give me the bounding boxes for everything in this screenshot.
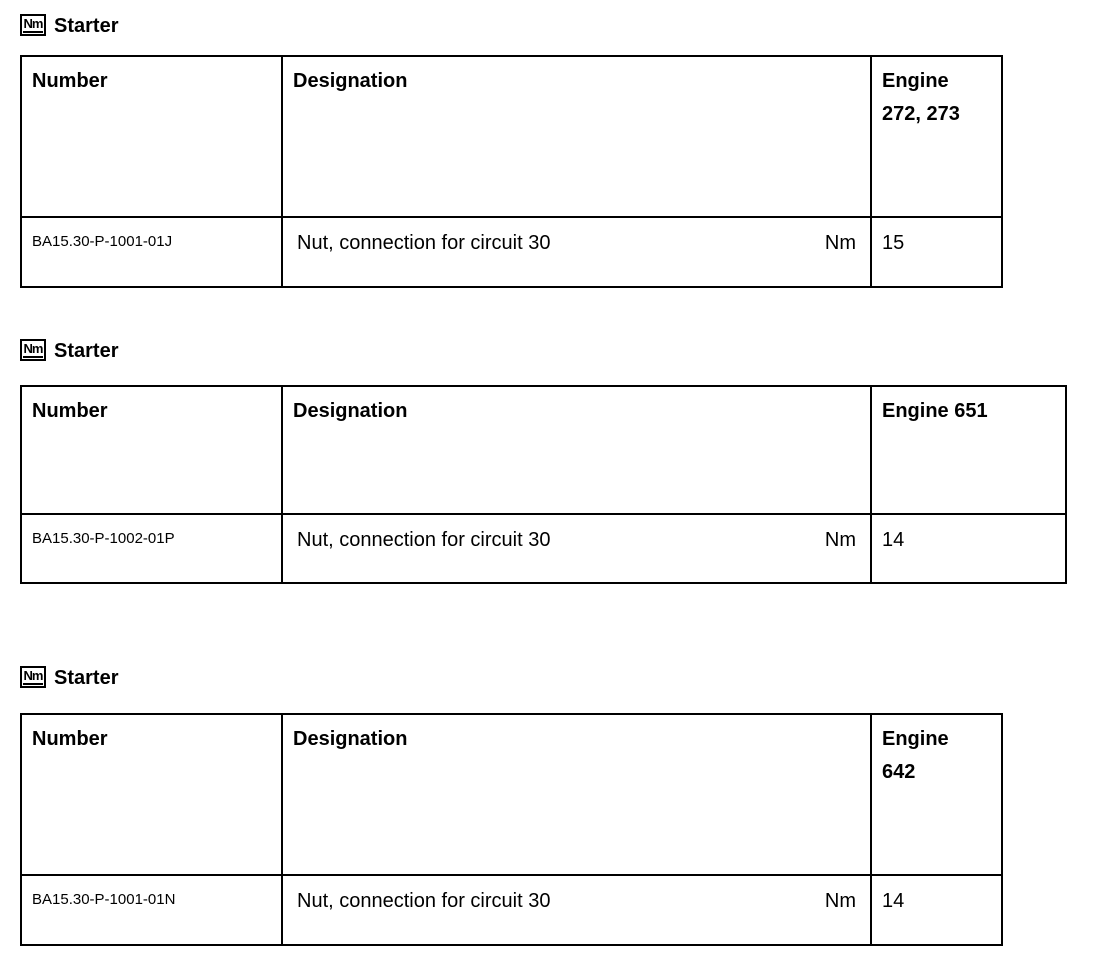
row-number: BA15.30-P-1001-01N [21, 875, 282, 945]
row-designation [282, 514, 871, 583]
section-heading [20, 666, 118, 688]
torque-nm-icon: Nm [20, 14, 46, 36]
header-engine-line1: Engine 651 [882, 400, 988, 422]
table-header-row [21, 56, 1002, 217]
torque-nm-icon: Nm [20, 666, 46, 688]
torque-nm-icon: Nm [20, 339, 46, 361]
header-designation: Designation [282, 714, 871, 875]
unit-label: Nm [824, 890, 856, 912]
header-engine-line1: Engine [882, 70, 949, 92]
table-row [21, 514, 1066, 583]
designation-text: Nut, connection for circuit 30 [297, 890, 551, 912]
header-engine [871, 714, 1002, 875]
header-engine-line1: Engine [882, 728, 949, 750]
table-row [21, 875, 1002, 945]
torque-table [20, 385, 1067, 584]
section-heading [20, 339, 118, 361]
header-designation: Designation [282, 386, 871, 514]
header-designation: Designation [282, 56, 871, 217]
header-engine-line2: 642 [882, 761, 916, 783]
row-designation [282, 217, 871, 287]
unit-label: Nm [824, 529, 856, 551]
unit-label: Nm [824, 232, 856, 254]
section-title: Starter [54, 15, 119, 37]
table-row [21, 217, 1002, 287]
table-header-row [21, 714, 1002, 875]
designation-text: Nut, connection for circuit 30 [297, 529, 551, 551]
torque-value: 14 [871, 875, 1002, 945]
header-number: Number [21, 714, 282, 875]
torque-value: 15 [871, 217, 1002, 287]
section-title: Starter [54, 340, 119, 362]
header-engine [871, 56, 1002, 217]
row-number: BA15.30-P-1002-01P [21, 514, 282, 583]
table-header-row [21, 386, 1066, 514]
header-engine-line2: 272, 273 [882, 103, 960, 125]
row-designation [282, 875, 871, 945]
row-number: BA15.30-P-1001-01J [21, 217, 282, 287]
header-number: Number [21, 56, 282, 217]
section-title: Starter [54, 667, 119, 689]
torque-table [20, 55, 1003, 288]
header-number: Number [21, 386, 282, 514]
section-heading [20, 14, 118, 36]
header-engine [871, 386, 1066, 514]
torque-value: 14 [871, 514, 1066, 583]
torque-table [20, 713, 1003, 946]
designation-text: Nut, connection for circuit 30 [297, 232, 551, 254]
